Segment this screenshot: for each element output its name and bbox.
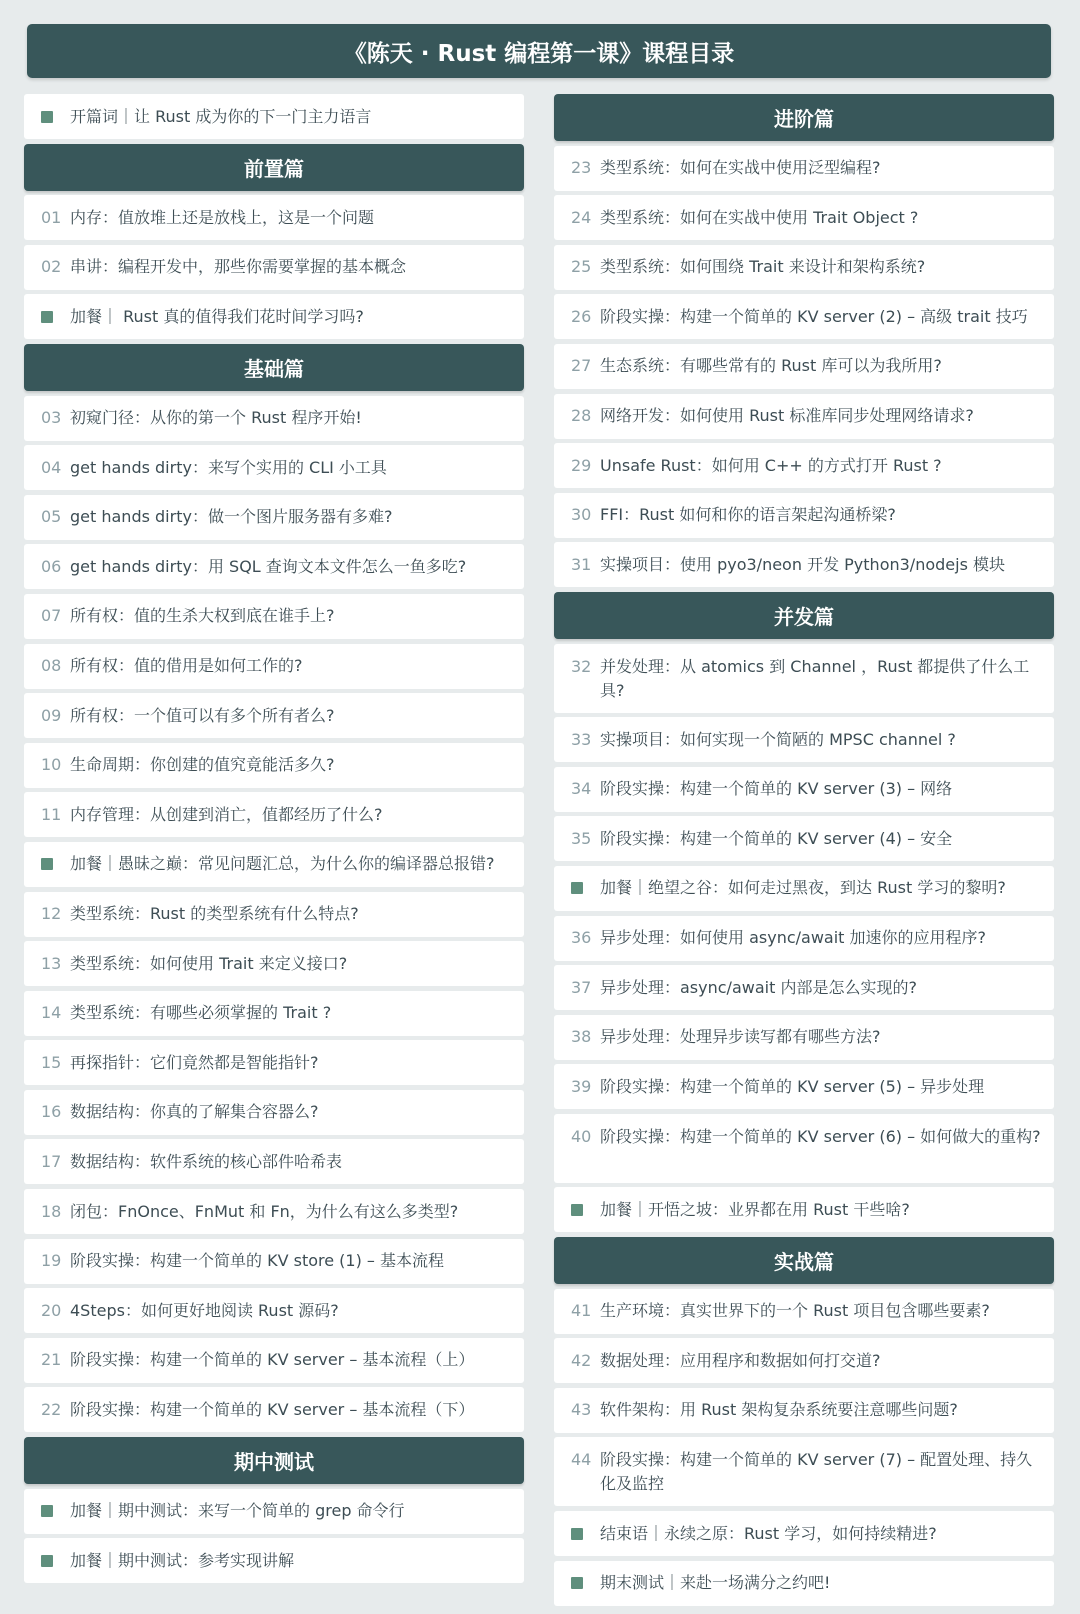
lesson-number: 34 xyxy=(571,779,592,799)
lesson-number: 13 xyxy=(41,953,62,973)
section-header: 基础篇 xyxy=(24,344,524,391)
square-bullet-icon xyxy=(41,111,53,123)
lesson-item[interactable] xyxy=(554,1187,1054,1232)
lesson-item[interactable] xyxy=(554,866,1054,911)
lesson-item[interactable] xyxy=(24,792,524,837)
lesson-number: 20 xyxy=(41,1300,62,1320)
lesson-title: 4Steps：如何更好地阅读 Rust 源码? xyxy=(70,1300,339,1320)
lesson-item[interactable] xyxy=(24,1139,524,1184)
lesson-title: 初窥门径：从你的第一个 Rust 程序开始! xyxy=(70,408,362,428)
square-bullet-icon xyxy=(571,1577,583,1589)
section-header: 实战篇 xyxy=(554,1237,1054,1284)
lesson-title: 生态系统：有哪些常有的 Rust 库可以为我所用? xyxy=(600,356,942,376)
lesson-item[interactable] xyxy=(554,916,1054,961)
lesson-item[interactable] xyxy=(554,717,1054,762)
lesson-number: 06 xyxy=(41,556,62,576)
lesson-number: 36 xyxy=(571,928,592,947)
lesson-item[interactable] xyxy=(554,1338,1054,1383)
left-column xyxy=(24,94,524,1588)
square-bullet-icon xyxy=(41,858,53,870)
lesson-title: get hands dirty：做一个图片服务器有多难? xyxy=(70,507,393,527)
lesson-number: 32 xyxy=(571,656,592,676)
lesson-number: 22 xyxy=(41,1399,62,1419)
lesson-number: 03 xyxy=(41,408,62,428)
section-header: 进阶篇 xyxy=(554,94,1054,141)
lesson-item[interactable] xyxy=(554,542,1054,587)
lesson-title: 类型系统：有哪些必须掌握的 Trait ? xyxy=(70,1003,332,1023)
lesson-item[interactable] xyxy=(554,146,1054,191)
lesson-title: 异步处理：处理异步读写都有哪些方法? xyxy=(600,1027,881,1047)
lesson-number: 01 xyxy=(41,207,62,227)
lesson-item[interactable] xyxy=(554,1064,1054,1109)
lesson-title: 所有权：值的生杀大权到底在谁手上? xyxy=(70,606,335,626)
lesson-item[interactable] xyxy=(24,1538,524,1583)
lesson-number: 24 xyxy=(571,207,592,227)
lesson-title: 类型系统：Rust 的类型系统有什么特点? xyxy=(70,904,359,923)
lesson-item[interactable] xyxy=(554,443,1054,488)
lesson-number: 44 xyxy=(571,1450,592,1470)
lesson-item[interactable] xyxy=(24,594,524,639)
lesson-item[interactable] xyxy=(554,294,1054,339)
lesson-title: 加餐｜绝望之谷：如何走过黑夜，到达 Rust 学习的黎明? xyxy=(600,878,1006,898)
lesson-item[interactable] xyxy=(554,1561,1054,1606)
lesson-item[interactable] xyxy=(554,1015,1054,1060)
lesson-number: 17 xyxy=(41,1151,62,1171)
lesson-title: get hands dirty：用 SQL 查询文本文件怎么一鱼多吃? xyxy=(70,556,467,576)
lesson-item[interactable] xyxy=(24,1239,524,1284)
lesson-title: 阶段实操：构建一个简单的 KV server (2) – 高级 trait 技巧 xyxy=(600,306,1028,326)
lesson-item[interactable] xyxy=(24,1489,524,1534)
lesson-number: 02 xyxy=(41,257,62,277)
lesson-item[interactable] xyxy=(554,1437,1054,1506)
lesson-number: 14 xyxy=(41,1003,62,1023)
lesson-item[interactable] xyxy=(24,941,524,986)
lesson-title: 并发处理：从 atomics 到 Channel ，Rust 都提供了什么工具? xyxy=(600,656,1030,700)
lesson-number: 19 xyxy=(41,1251,62,1271)
lesson-title: 异步处理：如何使用 async/await 加速你的应用程序? xyxy=(600,928,987,947)
lesson-title: 内存管理：从创建到消亡，值都经历了什么? xyxy=(70,804,383,824)
lesson-title: 阶段实操：构建一个简单的 KV store (1) – 基本流程 xyxy=(70,1251,445,1271)
lesson-title: 加餐｜期中测试：参考实现讲解 xyxy=(70,1550,295,1570)
lesson-item[interactable] xyxy=(24,445,524,490)
lesson-number: 39 xyxy=(571,1076,592,1096)
lesson-title: 阶段实操：构建一个简单的 KV server (6) – 如何做大的重构? xyxy=(600,1126,1041,1146)
lesson-number: 16 xyxy=(41,1102,62,1122)
lesson-title: 数据处理：应用程序和数据如何打交道? xyxy=(600,1350,881,1370)
lesson-number: 37 xyxy=(571,977,592,997)
square-bullet-icon xyxy=(41,311,53,323)
right-column xyxy=(554,94,1054,1610)
lesson-title: 软件架构：用 Rust 架构复杂系统要注意哪些问题? xyxy=(600,1400,958,1420)
lesson-title: 开篇词｜让 Rust 成为你的下一门主力语言 xyxy=(70,106,372,126)
lesson-title: 生命周期：你创建的值究竟能活多久? xyxy=(70,755,335,775)
page-title: 《陈天 · Rust 编程第一课》课程目录 xyxy=(27,24,1051,78)
lesson-title: 加餐｜开悟之坡：业界都在用 Rust 干些啥? xyxy=(600,1199,910,1219)
square-bullet-icon xyxy=(571,1528,583,1540)
lesson-title: 阶段实操：构建一个简单的 KV server (5) – 异步处理 xyxy=(600,1076,985,1096)
lesson-number: 23 xyxy=(571,158,592,178)
lesson-item[interactable] xyxy=(554,816,1054,861)
lesson-item[interactable] xyxy=(554,644,1054,713)
lesson-item[interactable] xyxy=(554,195,1054,240)
lesson-title: 类型系统：如何围绕 Trait 来设计和架构系统? xyxy=(600,257,926,277)
section-header: 期中测试 xyxy=(24,1437,524,1484)
lesson-item[interactable] xyxy=(24,743,524,788)
lesson-title: 类型系统：如何在实战中使用 Trait Object ? xyxy=(600,207,919,227)
lesson-item[interactable] xyxy=(24,94,524,139)
lesson-title: 串讲：编程开发中，那些你需要掌握的基本概念 xyxy=(70,257,407,277)
lesson-number: 43 xyxy=(571,1400,592,1420)
lesson-item[interactable] xyxy=(554,245,1054,290)
lesson-title: 阶段实操：构建一个简单的 KV server (4) – 安全 xyxy=(600,828,953,848)
lesson-number: 41 xyxy=(571,1301,592,1321)
lesson-item[interactable] xyxy=(24,495,524,540)
section-header: 并发篇 xyxy=(554,592,1054,639)
lesson-item[interactable] xyxy=(24,991,524,1036)
lesson-number: 15 xyxy=(41,1052,62,1072)
lesson-title: 所有权：一个值可以有多个所有者么? xyxy=(70,705,335,725)
lesson-item[interactable] xyxy=(554,394,1054,439)
lesson-number: 38 xyxy=(571,1027,592,1047)
lesson-number: 21 xyxy=(41,1350,62,1370)
lesson-title: 所有权：值的借用是如何工作的? xyxy=(70,656,303,676)
lesson-title: 类型系统：如何在实战中使用泛型编程? xyxy=(600,158,881,178)
lesson-item[interactable] xyxy=(24,842,524,887)
lesson-number: 35 xyxy=(571,828,592,848)
lesson-title: 实操项目：如何实现一个简陋的 MPSC channel ? xyxy=(600,729,956,749)
lesson-item[interactable] xyxy=(554,344,1054,389)
lesson-item[interactable] xyxy=(554,493,1054,538)
lesson-number: 29 xyxy=(571,455,592,475)
lesson-number: 27 xyxy=(571,356,592,376)
lesson-number: 12 xyxy=(41,904,62,923)
lesson-title: 阶段实操：构建一个简单的 KV server – 基本流程（下） xyxy=(70,1399,475,1419)
lesson-number: 28 xyxy=(571,406,592,426)
square-bullet-icon xyxy=(41,1505,53,1517)
square-bullet-icon xyxy=(571,1204,583,1216)
lesson-title: 异步处理：async/await 内部是怎么实现的? xyxy=(600,977,917,997)
lesson-title: 生产环境：真实世界下的一个 Rust 项目包含哪些要素? xyxy=(600,1301,990,1321)
lesson-title: 结束语｜永续之原：Rust 学习，如何持续精进? xyxy=(600,1523,937,1543)
lesson-item[interactable] xyxy=(554,1511,1054,1556)
lesson-item[interactable] xyxy=(24,544,524,589)
lesson-title: 阶段实操：构建一个简单的 KV server (7) – 配置处理、持久化及监控 xyxy=(600,1450,1033,1494)
section-header: 前置篇 xyxy=(24,144,524,191)
lesson-item[interactable] xyxy=(24,693,524,738)
lesson-number: 40 xyxy=(571,1126,592,1146)
lesson-number: 30 xyxy=(571,505,592,525)
lesson-title: 加餐｜ Rust 真的值得我们花时间学习吗? xyxy=(70,306,364,326)
lesson-number: 05 xyxy=(41,507,62,527)
lesson-number: 09 xyxy=(41,705,62,725)
lesson-title: 再探指针：它们竟然都是智能指针? xyxy=(70,1052,319,1072)
lesson-item[interactable] xyxy=(24,1387,524,1432)
lesson-item[interactable] xyxy=(24,644,524,689)
lesson-title: 阶段实操：构建一个简单的 KV server – 基本流程（上） xyxy=(70,1350,475,1370)
lesson-number: 18 xyxy=(41,1201,62,1221)
lesson-title: 加餐｜愚昧之巅：常见问题汇总，为什么你的编译器总报错? xyxy=(70,854,495,874)
lesson-title: 期末测试｜来赴一场满分之约吧! xyxy=(600,1573,831,1593)
lesson-title: Unsafe Rust：如何用 C++ 的方式打开 Rust ? xyxy=(600,455,942,475)
lesson-title: 类型系统：如何使用 Trait 来定义接口? xyxy=(70,953,348,973)
lesson-number: 04 xyxy=(41,457,62,477)
lesson-title: 数据结构：你真的了解集合容器么? xyxy=(70,1102,319,1122)
lesson-title: 数据结构：软件系统的核心部件哈希表 xyxy=(70,1151,343,1171)
lesson-title: 阶段实操：构建一个简单的 KV server (3) – 网络 xyxy=(600,779,953,799)
lesson-item[interactable] xyxy=(554,1289,1054,1334)
lesson-title: 内存：值放堆上还是放栈上，这是一个问题 xyxy=(70,207,375,227)
lesson-item[interactable] xyxy=(24,245,524,290)
lesson-item[interactable] xyxy=(554,767,1054,812)
lesson-title: 闭包：FnOnce、FnMut 和 Fn，为什么有这么多类型? xyxy=(70,1201,459,1221)
lesson-item[interactable] xyxy=(24,1338,524,1383)
lesson-item[interactable] xyxy=(554,1114,1054,1183)
lesson-item[interactable] xyxy=(24,294,524,339)
lesson-item[interactable] xyxy=(24,1090,524,1135)
square-bullet-icon xyxy=(571,882,583,894)
lesson-item[interactable] xyxy=(24,396,524,441)
lesson-item[interactable] xyxy=(554,1388,1054,1433)
lesson-item[interactable] xyxy=(24,1189,524,1234)
lesson-title: 网络开发：如何使用 Rust 标准库同步处理网络请求? xyxy=(600,406,974,426)
lesson-item[interactable] xyxy=(24,195,524,240)
lesson-number: 42 xyxy=(571,1350,592,1370)
lesson-number: 08 xyxy=(41,656,62,676)
lesson-number: 07 xyxy=(41,606,62,626)
lesson-number: 31 xyxy=(571,554,592,574)
lesson-number: 11 xyxy=(41,804,62,824)
lesson-item[interactable] xyxy=(24,1040,524,1085)
lesson-title: get hands dirty：来写个实用的 CLI 小工具 xyxy=(70,457,387,477)
lesson-number: 10 xyxy=(41,755,62,775)
lesson-item[interactable] xyxy=(24,892,524,937)
square-bullet-icon xyxy=(41,1555,53,1567)
lesson-title: FFI：Rust 如何和你的语言架起沟通桥梁? xyxy=(600,505,896,525)
lesson-number: 25 xyxy=(571,257,592,277)
lesson-number: 33 xyxy=(571,729,592,749)
lesson-item[interactable] xyxy=(554,965,1054,1010)
lesson-title: 加餐｜期中测试：来写一个简单的 grep 命令行 xyxy=(70,1501,405,1521)
lesson-title: 实操项目：使用 pyo3/neon 开发 Python3/nodejs 模块 xyxy=(600,554,1005,574)
lesson-number: 26 xyxy=(571,306,592,326)
lesson-item[interactable] xyxy=(24,1288,524,1333)
